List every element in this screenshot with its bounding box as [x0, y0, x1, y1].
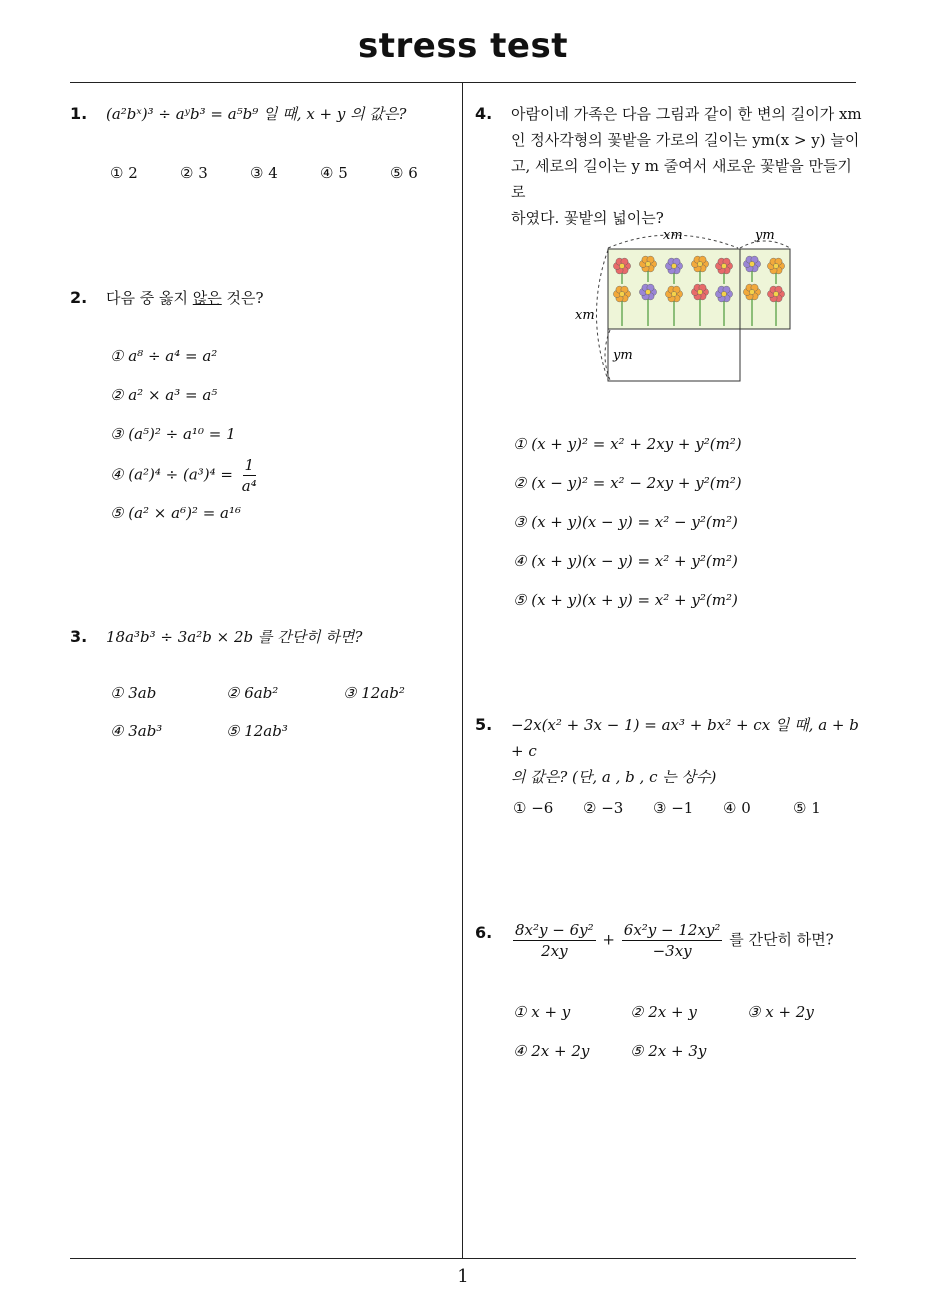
- stem-line: 하였다. 꽃밭의 넓이는?: [511, 209, 664, 227]
- denominator: a⁴: [241, 477, 257, 495]
- stem-line: 고, 세로의 길이는 y m 줄여서 새로운 꽃밭을 만들기로: [511, 157, 852, 201]
- choice-4[interactable]: ④ 0: [723, 799, 751, 817]
- flower-center: [721, 263, 726, 268]
- label-top-y: ym: [755, 228, 775, 243]
- choice-5[interactable]: ⑤ 1: [793, 799, 821, 817]
- page-number: 1: [457, 1266, 469, 1287]
- question-number: 6.: [475, 923, 493, 942]
- choice-2[interactable]: ② 3: [180, 164, 208, 182]
- top-rule: [70, 82, 856, 83]
- choice-1[interactable]: ① a⁸ ÷ a⁴ = a²: [110, 347, 218, 365]
- flower-center: [697, 289, 702, 294]
- choice-2[interactable]: ② (x − y)² = x² − 2xy + y²(m²): [513, 474, 742, 492]
- flower-center: [645, 289, 650, 294]
- left-x-arc: [597, 250, 609, 380]
- choice-3[interactable]: ③ (a⁵)² ÷ a¹⁰ = 1: [110, 425, 236, 443]
- choice-5[interactable]: ⑤ 12ab³: [226, 722, 288, 740]
- choice-4[interactable]: ④ 3ab³: [110, 722, 163, 740]
- flower-center: [697, 261, 702, 266]
- question-number: 5.: [475, 715, 493, 734]
- question-stem: [106, 285, 264, 311]
- question-stem: 18a³b³ ÷ 3a²b × 2b 를 간단히 하면?: [106, 628, 363, 646]
- flower-center: [721, 291, 726, 296]
- column-divider: [462, 83, 463, 1258]
- choice-4[interactable]: [110, 455, 261, 496]
- flower-center: [619, 263, 624, 268]
- garden-figure: [570, 222, 800, 387]
- stem-text: 것은?: [221, 289, 264, 307]
- choice-5[interactable]: ⑤ (x + y)(x + y) = x² + y²(m²): [513, 591, 738, 609]
- question-number: 3.: [70, 627, 88, 646]
- question-stem: [511, 101, 865, 231]
- flower-center: [671, 291, 676, 296]
- plus-sign: +: [602, 930, 615, 949]
- choice-4[interactable]: ④ 5: [320, 164, 348, 182]
- flower-center: [773, 263, 778, 268]
- flower-center: [749, 289, 754, 294]
- numerator: 6x²y − 12xy²: [623, 921, 721, 939]
- choice-2[interactable]: ② 6ab²: [226, 684, 279, 702]
- stem-line: 의 값은? (단, a , b , c 는 상수): [511, 768, 717, 786]
- flower-center: [645, 261, 650, 266]
- question-number: 2.: [70, 288, 88, 307]
- label-top-x: xm: [663, 228, 683, 243]
- page-title: stress test: [358, 26, 568, 66]
- flower-center: [749, 261, 754, 266]
- choice-2[interactable]: ② −3: [583, 799, 624, 817]
- fraction-2: [622, 920, 723, 961]
- stem-text: 를 간단히 하면?: [729, 930, 834, 949]
- fraction: [240, 455, 259, 496]
- choice-text: ④ (a²)⁴ ÷ (a³)⁴ =: [110, 465, 234, 484]
- choice-5[interactable]: ⑤ (a² × a⁶)² = a¹⁶: [110, 504, 242, 522]
- choice-1[interactable]: ① (x + y)² = x² + 2xy + y²(m²): [513, 435, 742, 453]
- question-stem: [511, 920, 834, 961]
- choice-5[interactable]: ⑤ 6: [390, 164, 418, 182]
- choice-5[interactable]: ⑤ 2x + 3y: [630, 1042, 707, 1060]
- numerator: 1: [244, 456, 255, 474]
- bottom-rule: [70, 1258, 856, 1259]
- choice-1[interactable]: ① 2: [110, 164, 138, 182]
- choice-4[interactable]: ④ (x + y)(x − y) = x² + y²(m²): [513, 552, 738, 570]
- label-left-x: xm: [575, 308, 595, 323]
- choice-3[interactable]: ③ 12ab²: [343, 684, 405, 702]
- numerator: 8x²y − 6y²: [515, 921, 594, 939]
- choice-3[interactable]: ③ (x + y)(x − y) = x² − y²(m²): [513, 513, 738, 531]
- flower-center: [619, 291, 624, 296]
- choice-2[interactable]: ② a² × a³ = a⁵: [110, 386, 218, 404]
- choice-1[interactable]: ① −6: [513, 799, 554, 817]
- choice-3[interactable]: ③ −1: [653, 799, 694, 817]
- choice-1[interactable]: ① x + y: [513, 1003, 571, 1021]
- choice-2[interactable]: ② 2x + y: [630, 1003, 697, 1021]
- question-stem: (a²bˣ)³ ÷ aʸb³ = a⁵b⁹ 일 때, x + y 의 값은?: [106, 105, 407, 123]
- stem-line: −2x(x² + 3x − 1) = ax³ + bx² + cx 일 때, a + b + c: [511, 716, 859, 760]
- choice-3[interactable]: ③ 4: [250, 164, 278, 182]
- stem-text: 다음 중 옳지: [106, 289, 193, 307]
- fraction-1: [513, 920, 596, 961]
- stem-line: 아람이네 가족은 다음 그림과 같이 한 변의 길이가 xm: [511, 105, 862, 123]
- denominator: 2xy: [541, 942, 568, 960]
- choice-3[interactable]: ③ x + 2y: [747, 1003, 814, 1021]
- label-inner-y: ym: [613, 348, 633, 363]
- stem-line: 인 정사각형의 꽃밭을 가로의 길이는 ym(x > y) 늘이: [511, 131, 860, 149]
- flower-center: [773, 291, 778, 296]
- question-stem: [511, 712, 865, 790]
- question-number: 1.: [70, 104, 88, 123]
- flower-center: [671, 263, 676, 268]
- underlined-word: 않은: [192, 289, 222, 307]
- denominator: −3xy: [652, 942, 692, 960]
- choice-1[interactable]: ① 3ab: [110, 684, 157, 702]
- question-number: 4.: [475, 104, 493, 123]
- choice-4[interactable]: ④ 2x + 2y: [513, 1042, 590, 1060]
